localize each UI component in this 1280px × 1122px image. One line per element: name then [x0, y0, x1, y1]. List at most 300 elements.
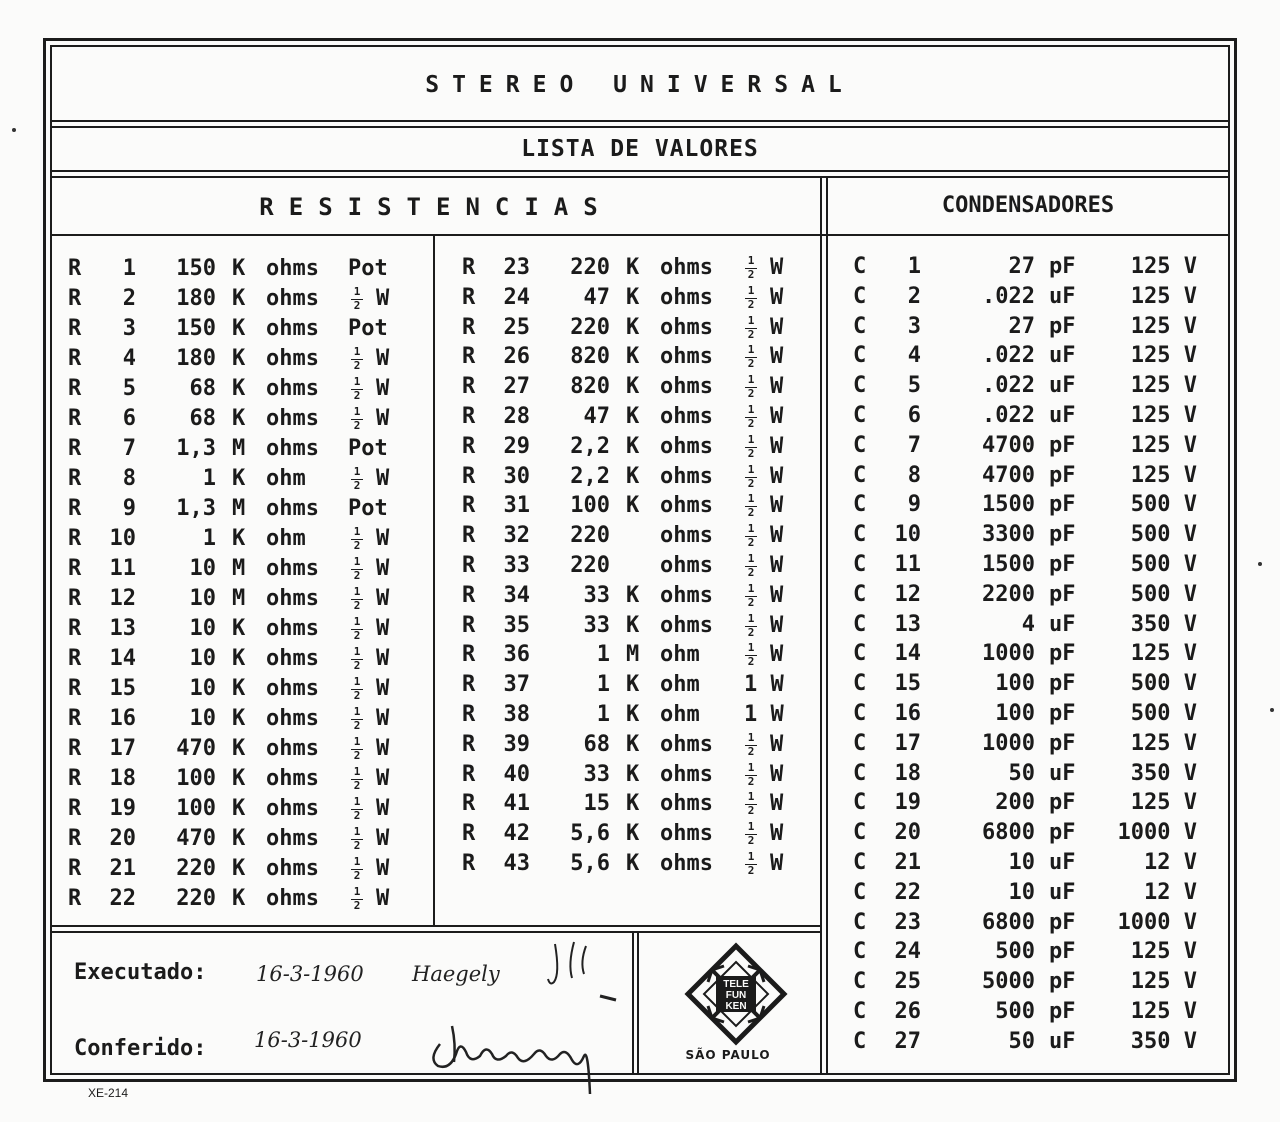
capacitor-voltage: 1000 V: [1117, 820, 1197, 846]
resistor-wattage: W: [376, 736, 390, 761]
resistor-number: 34: [503, 582, 530, 608]
resistor-multiplier: M: [232, 556, 246, 581]
resistor-row: [68, 734, 428, 764]
resistor-wattage: W: [770, 851, 784, 876]
resistor-multiplier: K: [626, 821, 640, 847]
capacitor-value: 1500: [982, 552, 1035, 577]
half-fraction: [744, 344, 758, 370]
capacitor-value: 27: [1008, 254, 1035, 279]
capacitor-unit: uF: [1049, 403, 1076, 428]
resistor-spec: Pot: [348, 256, 388, 281]
capacitor-label: C: [853, 999, 867, 1024]
resistor-row: [68, 254, 428, 284]
half-fraction: [350, 586, 364, 612]
capacitor-unit: pF: [1049, 701, 1076, 726]
resistor-row: [68, 764, 428, 794]
half-fraction: [350, 526, 364, 552]
resistor-multiplier: M: [626, 642, 640, 668]
speck-right-2: [1270, 708, 1274, 712]
resistor-multiplier: K: [232, 526, 246, 551]
capacitor-value: 200: [995, 790, 1035, 816]
resistor-number: 25: [503, 314, 530, 340]
resistor-number: 28: [503, 404, 530, 429]
capacitor-label: C: [853, 969, 867, 995]
resistor-row: [462, 760, 822, 790]
capacitor-voltage: 125 V: [1130, 254, 1197, 279]
capacitor-number: 12: [894, 581, 921, 607]
half-fraction: [350, 616, 364, 642]
resistor-row: [462, 253, 822, 283]
speck-right: [1258, 562, 1262, 566]
fraction-numerator: 1: [747, 492, 755, 506]
resistor-wattage: W: [770, 791, 784, 817]
resistor-number: 30: [503, 463, 530, 489]
resistor-value: 220: [176, 856, 216, 881]
resistor-number: 42: [503, 821, 530, 847]
half-fraction: [744, 434, 758, 460]
capacitor-number: 2: [907, 283, 921, 309]
capacitor-voltage: 500 V: [1130, 552, 1197, 577]
resistor-unit: ohms: [266, 646, 319, 671]
fraction-numerator: 1: [353, 585, 361, 598]
resistor-unit: ohms: [660, 374, 713, 400]
resistor-wattage: W: [770, 463, 784, 489]
capacitor-label: C: [853, 254, 867, 279]
resistor-wattage: W: [376, 376, 390, 401]
capacitor-unit: pF: [1049, 790, 1076, 816]
resistor-spec: Pot: [348, 496, 388, 521]
resistor-unit: ohms: [660, 582, 713, 608]
capacitor-label: C: [853, 730, 867, 756]
resistor-unit: ohms: [266, 796, 319, 821]
resistor-number: 11: [109, 556, 136, 581]
resistor-unit: ohm: [266, 466, 306, 491]
resistor-multiplier: K: [626, 582, 640, 608]
capacitor-number: 16: [894, 701, 921, 726]
resistor-unit: ohms: [660, 493, 713, 519]
resistor-label: R: [462, 553, 476, 578]
resistor-spec: Pot: [348, 316, 388, 341]
resistor-row: [68, 584, 428, 614]
fraction-denominator: 2: [353, 749, 361, 762]
fraction-denominator: 2: [353, 539, 361, 552]
capacitor-unit: uF: [1049, 373, 1076, 399]
resistor-number: 1: [122, 256, 136, 281]
resistor-row: [462, 581, 822, 611]
fraction-denominator: 2: [353, 689, 361, 702]
half-fraction: [744, 315, 758, 341]
resistor-value: 10: [189, 706, 216, 731]
capacitor-label: C: [853, 879, 867, 905]
capacitor-row: [853, 550, 1223, 580]
half-fraction: [744, 553, 758, 579]
capacitor-voltage: 125 V: [1130, 373, 1197, 399]
fraction-denominator: 2: [747, 625, 755, 639]
resistor-number: 32: [503, 523, 530, 549]
capacitor-row: [853, 818, 1223, 848]
resistor-wattage: W: [376, 886, 390, 911]
resistor-unit: ohms: [660, 404, 713, 429]
fraction-denominator: 2: [747, 536, 755, 550]
capacitor-row: [853, 520, 1223, 550]
resistor-number: 19: [109, 796, 136, 821]
capacitor-unit: pF: [1049, 969, 1076, 995]
resistor-multiplier: K: [232, 406, 246, 431]
resistor-label: R: [68, 436, 82, 461]
capacitor-value: 2200: [982, 581, 1035, 607]
fraction-denominator: 2: [747, 297, 755, 311]
fraction-denominator: 2: [747, 417, 755, 430]
resistor-row: [68, 884, 428, 914]
resistor-multiplier: K: [626, 493, 640, 519]
resistor-row: [462, 849, 822, 879]
fraction-numerator: 1: [353, 885, 361, 898]
page-subtitle: LISTA DE VALORES: [521, 136, 759, 162]
capacitor-label: C: [853, 909, 867, 935]
resistor-label: R: [462, 612, 476, 638]
capacitor-label: C: [853, 373, 867, 399]
fraction-denominator: 2: [353, 599, 361, 612]
resistor-row: [68, 494, 428, 524]
half-fraction: [350, 406, 364, 432]
logo-line-2: FUN: [725, 990, 747, 1001]
fraction-numerator: 1: [353, 345, 361, 358]
resistor-value: 820: [570, 344, 610, 370]
resistor-multiplier: K: [232, 616, 246, 641]
resistor-multiplier: K: [232, 736, 246, 761]
capacitor-number: 21: [894, 850, 921, 875]
capacitor-label: C: [853, 790, 867, 816]
resistor-multiplier: K: [626, 374, 640, 400]
resistor-label: R: [68, 616, 82, 641]
capacitor-voltage: 125 V: [1130, 462, 1197, 488]
resistor-number: 39: [503, 731, 530, 757]
capacitor-label: C: [853, 1028, 867, 1054]
capacitor-voltage: 500 V: [1130, 671, 1197, 697]
resistor-unit: ohms: [266, 856, 319, 881]
resistor-row: [462, 640, 822, 670]
resistor-unit: ohms: [266, 256, 319, 281]
capacitor-unit: uF: [1049, 611, 1076, 637]
resistor-unit: ohms: [266, 556, 319, 581]
capacitor-unit: uF: [1049, 343, 1076, 369]
capacitor-number: 14: [894, 641, 921, 667]
resistor-label: R: [462, 582, 476, 608]
fraction-denominator: 2: [353, 869, 361, 882]
capacitor-row: [853, 788, 1223, 818]
fraction-denominator: 2: [747, 566, 755, 579]
capacitor-label: C: [853, 611, 867, 637]
capacitor-voltage: 350 V: [1130, 611, 1197, 637]
resistor-label: R: [68, 346, 82, 371]
resistor-row: [68, 314, 428, 344]
capacitor-voltage: 500 V: [1130, 701, 1197, 726]
resistor-unit: ohms: [660, 821, 713, 847]
capacitor-voltage: 125 V: [1130, 969, 1197, 995]
resistor-wattage: W: [770, 374, 784, 400]
capacitor-number: 25: [894, 969, 921, 995]
resistor-row: [68, 434, 428, 464]
fraction-numerator: 1: [747, 403, 755, 416]
fraction-numerator: 1: [747, 641, 755, 655]
resistor-number: 16: [109, 706, 136, 731]
rule-subtitle-2: [50, 176, 1230, 178]
fraction-numerator: 1: [747, 611, 755, 625]
resistor-value: 68: [583, 731, 610, 757]
fraction-denominator: 2: [747, 834, 755, 848]
capacitors-heading: CONDENSADORES: [941, 193, 1115, 218]
resistor-number: 12: [109, 586, 136, 611]
resistor-number: 7: [122, 436, 136, 461]
resistor-number: 3: [122, 316, 136, 341]
resistor-unit: ohms: [266, 586, 319, 611]
logo-line-1: TELE: [723, 979, 749, 990]
resistor-number: 43: [503, 851, 530, 876]
half-fraction: [350, 676, 364, 702]
fraction-denominator: 2: [353, 629, 361, 642]
fraction-numerator: 1: [353, 405, 361, 418]
resistor-label: R: [68, 316, 82, 341]
capacitor-value: 4700: [982, 432, 1035, 458]
half-fraction: [350, 856, 364, 882]
fraction-denominator: 2: [353, 299, 361, 312]
half-fraction: [350, 826, 364, 852]
fraction-denominator: 2: [747, 804, 755, 818]
resistor-wattage: W: [376, 586, 390, 611]
resistor-number: 22: [109, 886, 136, 911]
capacitor-voltage: 12 V: [1144, 879, 1197, 905]
resistor-unit: ohms: [660, 851, 713, 876]
capacitor-unit: pF: [1049, 522, 1076, 548]
resistor-row: [462, 670, 822, 700]
capacitor-unit: pF: [1049, 492, 1076, 518]
resistor-wattage: W: [376, 346, 390, 371]
resistor-unit: ohms: [266, 286, 319, 311]
resistor-wattage: W: [770, 404, 784, 429]
resistor-multiplier: K: [626, 463, 640, 489]
resistor-wattage: W: [376, 676, 390, 701]
resistor-value: 1: [596, 702, 610, 727]
capacitor-unit: uF: [1049, 760, 1076, 786]
resistor-label: R: [462, 404, 476, 429]
resistor-row: [68, 374, 428, 404]
fraction-denominator: 2: [353, 389, 361, 402]
fraction-denominator: 2: [353, 359, 361, 372]
resistor-value: 33: [583, 761, 610, 787]
resistor-value: 180: [176, 286, 216, 311]
resistor-multiplier: K: [232, 256, 246, 281]
capacitor-number: 1: [907, 254, 921, 279]
resistor-multiplier: K: [626, 433, 640, 459]
resistor-unit: ohms: [660, 344, 713, 370]
resistor-number: 31: [503, 493, 530, 519]
resistor-multiplier: M: [232, 586, 246, 611]
resistor-wattage: W: [770, 582, 784, 608]
capacitor-label: C: [853, 492, 867, 518]
fraction-numerator: 1: [353, 555, 361, 568]
capacitor-label: C: [853, 701, 867, 726]
capacitor-number: 7: [907, 432, 921, 458]
executed-name: Haegely: [412, 962, 500, 986]
resistor-label: R: [462, 463, 476, 489]
half-fraction: [744, 851, 758, 877]
capacitor-row: [853, 580, 1223, 610]
resistor-value: 100: [176, 766, 216, 791]
capacitor-row: [853, 431, 1223, 461]
rule-signoff-2: [50, 931, 820, 933]
resistor-label: R: [68, 766, 82, 791]
divider-main-2: [826, 176, 828, 1074]
resistor-value: 10: [189, 586, 216, 611]
resistor-row: [68, 644, 428, 674]
resistor-number: 20: [109, 826, 136, 851]
resistor-wattage: W: [376, 766, 390, 791]
fraction-denominator: 2: [747, 387, 755, 401]
resistor-wattage: W: [376, 796, 390, 821]
logo-line-3: KEN: [725, 1001, 747, 1012]
resistor-row: [68, 674, 428, 704]
resistor-row: [462, 551, 822, 581]
fraction-denominator: 2: [353, 809, 361, 822]
rule-signoff: [50, 925, 820, 927]
resistor-multiplier: M: [232, 436, 246, 461]
resistor-value: 47: [583, 284, 610, 310]
resistors-left-column: [68, 254, 428, 914]
telefunken-logo: [638, 934, 818, 1070]
fraction-numerator: 1: [747, 462, 755, 476]
resistor-value: 10: [189, 676, 216, 701]
resistor-value: 220: [570, 314, 610, 340]
capacitor-number: 15: [894, 671, 921, 697]
resistor-value: 220: [570, 255, 610, 280]
capacitor-number: 13: [894, 611, 921, 637]
fraction-numerator: 1: [353, 795, 361, 808]
capacitor-number: 5: [907, 373, 921, 399]
resistor-multiplier: K: [626, 255, 640, 280]
fraction-numerator: 1: [353, 735, 361, 748]
resistors-right-column: [462, 253, 817, 893]
resistor-unit: ohms: [660, 731, 713, 757]
resistor-label: R: [68, 706, 82, 731]
capacitor-row: [853, 669, 1223, 699]
fraction-denominator: 2: [747, 774, 755, 788]
resistor-wattage: W: [770, 255, 784, 280]
half-fraction: [350, 556, 364, 582]
half-fraction: [744, 285, 758, 311]
resistor-unit: ohms: [660, 612, 713, 638]
capacitor-row: [853, 371, 1223, 401]
resistor-unit: ohms: [660, 314, 713, 340]
capacitor-number: 3: [907, 313, 921, 339]
resistor-unit: ohms: [660, 284, 713, 310]
capacitor-voltage: 350 V: [1130, 760, 1197, 786]
resistor-unit: ohms: [660, 553, 713, 578]
resistor-unit: ohm: [660, 672, 700, 698]
resistor-label: R: [462, 314, 476, 340]
resistor-value: 1: [202, 466, 216, 491]
fraction-denominator: 2: [747, 476, 755, 490]
fraction-numerator: 1: [353, 765, 361, 778]
resistor-multiplier: K: [232, 646, 246, 671]
half-fraction: [744, 642, 758, 668]
resistor-wattage: W: [376, 406, 390, 431]
half-fraction: [744, 493, 758, 519]
logo-emblem: [684, 942, 788, 1046]
divider-resistors: [433, 236, 435, 926]
resistor-wattage: W: [770, 761, 784, 787]
resistor-wattage: W: [770, 731, 784, 757]
resistor-number: 14: [109, 646, 136, 671]
resistor-wattage: W: [770, 553, 784, 578]
resistor-unit: ohms: [660, 761, 713, 787]
resistor-wattage: W: [770, 344, 784, 370]
capacitor-row: [853, 610, 1223, 640]
capacitor-label: C: [853, 581, 867, 607]
resistor-multiplier: K: [626, 284, 640, 310]
capacitor-row: [853, 878, 1223, 908]
capacitor-value: 500: [995, 939, 1035, 965]
resistor-wattage: 1 W: [744, 702, 784, 727]
checked-date: 16-3-1960: [254, 1028, 362, 1052]
resistor-wattage: W: [770, 642, 784, 668]
capacitor-number: 22: [894, 879, 921, 905]
resistor-multiplier: K: [232, 316, 246, 341]
half-fraction: [744, 404, 758, 430]
resistor-value: 5,6: [570, 821, 610, 847]
capacitor-voltage: 125 V: [1130, 999, 1197, 1024]
resistor-value: 220: [570, 553, 610, 578]
fraction-denominator: 2: [747, 506, 755, 520]
resistor-value: 33: [583, 582, 610, 608]
resistor-value: 1: [596, 642, 610, 668]
rule-subtitle: [50, 170, 1230, 172]
resistor-label: R: [68, 646, 82, 671]
capacitor-unit: uF: [1049, 850, 1076, 875]
resistor-row: [462, 730, 822, 760]
capacitor-number: 20: [894, 820, 921, 846]
resistor-unit: ohms: [266, 316, 319, 341]
resistor-unit: ohms: [660, 523, 713, 549]
resistor-multiplier: K: [232, 346, 246, 371]
capacitor-unit: pF: [1049, 581, 1076, 607]
capacitor-unit: pF: [1049, 939, 1076, 965]
resistor-number: 4: [122, 346, 136, 371]
capacitor-value: 50: [1008, 1028, 1035, 1054]
resistor-label: R: [68, 256, 82, 281]
resistor-value: 470: [176, 736, 216, 761]
resistor-number: 27: [503, 374, 530, 400]
fraction-numerator: 1: [747, 522, 755, 536]
resistor-value: 10: [189, 556, 216, 581]
resistor-unit: ohms: [266, 406, 319, 431]
capacitor-row: [853, 490, 1223, 520]
resistor-unit: ohms: [660, 791, 713, 817]
capacitor-number: 6: [907, 403, 921, 428]
resistor-value: 1: [596, 672, 610, 698]
fraction-denominator: 2: [747, 327, 755, 341]
resistor-multiplier: K: [626, 702, 640, 727]
capacitor-voltage: 125 V: [1130, 641, 1197, 667]
capacitor-row: [853, 729, 1223, 759]
fraction-numerator: 1: [747, 820, 755, 834]
divider-logo: [632, 931, 634, 1074]
resistors-heading: RESISTENCIAS: [259, 193, 613, 221]
resistor-number: 13: [109, 616, 136, 641]
fraction-numerator: 1: [747, 373, 755, 387]
resistor-label: R: [68, 286, 82, 311]
half-fraction: [350, 886, 364, 912]
resistor-label: R: [462, 821, 476, 847]
